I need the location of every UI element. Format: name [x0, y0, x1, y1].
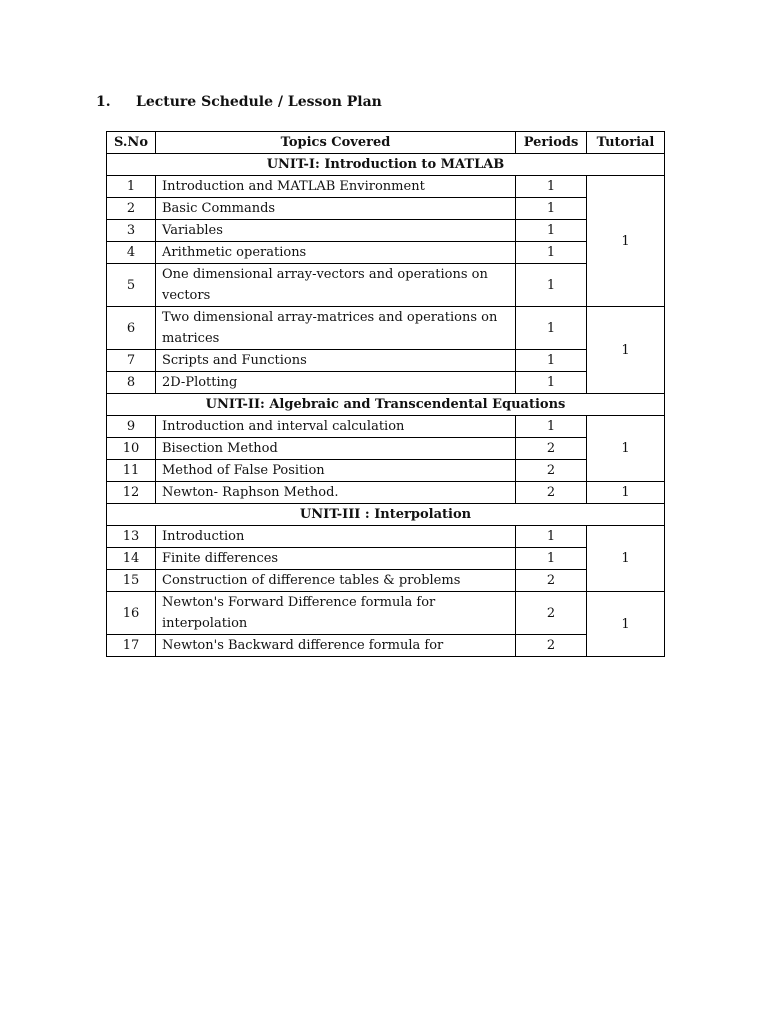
unit-heading: UNIT-II: Algebraic and Transcendental Equations	[107, 394, 665, 416]
row-topic: Introduction and interval calculation	[156, 416, 516, 438]
row-sno: 12	[107, 482, 156, 504]
table-row	[107, 548, 665, 570]
row-periods: 2	[516, 592, 587, 635]
row-topic: Method of False Position	[156, 460, 516, 482]
row-topic: 2D-Plotting	[156, 372, 516, 394]
row-periods: 2	[516, 482, 587, 504]
row-periods: 1	[516, 548, 587, 570]
table-row	[107, 307, 665, 350]
header-tutorial: Tutorial	[587, 132, 665, 154]
table-row	[107, 198, 665, 220]
header-sno: S.No	[107, 132, 156, 154]
section-title: Lecture Schedule / Lesson Plan	[136, 94, 382, 110]
row-sno: 6	[107, 307, 156, 350]
table-row	[107, 482, 665, 504]
lesson-plan-table	[106, 131, 665, 657]
table-row	[107, 350, 665, 372]
header-topics: Topics Covered	[156, 132, 516, 154]
row-sno: 13	[107, 526, 156, 548]
table-row	[107, 438, 665, 460]
row-sno: 7	[107, 350, 156, 372]
row-periods: 1	[516, 372, 587, 394]
row-topic: Two dimensional array-matrices and operations on matrices	[156, 307, 516, 350]
row-periods: 1	[516, 264, 587, 307]
row-sno: 10	[107, 438, 156, 460]
row-topic: Newton's Backward difference formula for	[156, 635, 516, 657]
table-row	[107, 264, 665, 307]
row-topic: Newton's Forward Difference formula for interpolation	[156, 592, 516, 635]
row-periods: 1	[516, 242, 587, 264]
row-sno: 8	[107, 372, 156, 394]
table-row	[107, 635, 665, 657]
row-sno: 17	[107, 635, 156, 657]
section-number: 1.	[96, 94, 111, 110]
row-tutorial: 1	[587, 526, 665, 592]
row-tutorial: 1	[587, 482, 665, 504]
unit-heading: UNIT-I: Introduction to MATLAB	[107, 154, 665, 176]
unit-row	[107, 154, 665, 176]
row-sno: 14	[107, 548, 156, 570]
row-tutorial: 1	[587, 176, 665, 307]
table-header-row	[107, 132, 665, 154]
row-topic: Scripts and Functions	[156, 350, 516, 372]
row-tutorial: 1	[587, 416, 665, 482]
unit-row	[107, 394, 665, 416]
row-sno: 15	[107, 570, 156, 592]
row-sno: 3	[107, 220, 156, 242]
row-periods: 2	[516, 460, 587, 482]
table-row	[107, 592, 665, 635]
section-heading	[96, 94, 382, 110]
table-row	[107, 570, 665, 592]
row-tutorial: 1	[587, 307, 665, 394]
row-topic: Variables	[156, 220, 516, 242]
row-topic: Introduction and MATLAB Environment	[156, 176, 516, 198]
row-topic: Construction of difference tables & problems	[156, 570, 516, 592]
row-topic: Arithmetic operations	[156, 242, 516, 264]
table-row	[107, 372, 665, 394]
row-tutorial: 1	[587, 592, 665, 657]
row-periods: 1	[516, 526, 587, 548]
row-periods: 1	[516, 220, 587, 242]
table-row	[107, 220, 665, 242]
table-row	[107, 526, 665, 548]
table-row	[107, 176, 665, 198]
row-topic: One dimensional array-vectors and operations on vectors	[156, 264, 516, 307]
row-sno: 9	[107, 416, 156, 438]
row-sno: 1	[107, 176, 156, 198]
row-periods: 2	[516, 635, 587, 657]
row-topic: Newton- Raphson Method.	[156, 482, 516, 504]
row-topic: Basic Commands	[156, 198, 516, 220]
row-sno: 16	[107, 592, 156, 635]
row-sno: 2	[107, 198, 156, 220]
table-row	[107, 460, 665, 482]
row-periods: 1	[516, 416, 587, 438]
unit-row	[107, 504, 665, 526]
row-periods: 2	[516, 570, 587, 592]
header-periods: Periods	[516, 132, 587, 154]
row-topic: Introduction	[156, 526, 516, 548]
unit-heading: UNIT-III : Interpolation	[107, 504, 665, 526]
row-periods: 1	[516, 307, 587, 350]
row-sno: 5	[107, 264, 156, 307]
row-topic: Finite differences	[156, 548, 516, 570]
table-row	[107, 242, 665, 264]
row-periods: 2	[516, 438, 587, 460]
table-row	[107, 416, 665, 438]
row-topic: Bisection Method	[156, 438, 516, 460]
row-periods: 1	[516, 198, 587, 220]
row-sno: 4	[107, 242, 156, 264]
row-periods: 1	[516, 350, 587, 372]
row-periods: 1	[516, 176, 587, 198]
row-sno: 11	[107, 460, 156, 482]
